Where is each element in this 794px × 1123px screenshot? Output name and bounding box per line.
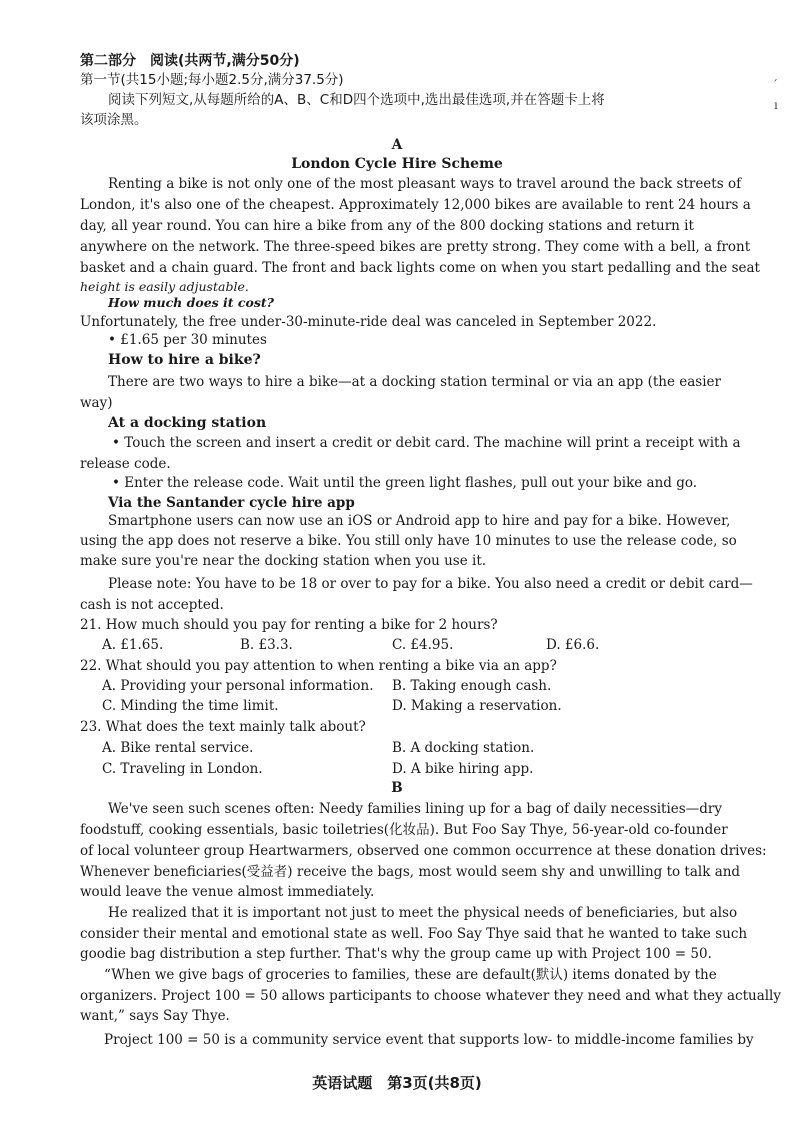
note-line-1: Please note: You have to be 18 or over to pay for a bike. You also need a credit or debit card—: [108, 576, 753, 592]
q21-option-d: D. £6.6.: [546, 637, 600, 653]
q23-option-a: A. Bike rental service.: [102, 740, 254, 756]
dock-line-3: • Enter the release code. Wait until the green light flashes, pull out your bike and go.: [112, 475, 698, 491]
q22-option-c: C. Minding the time limit.: [102, 698, 279, 714]
passage-b-p3-line-3: want,” says Say Thye.: [80, 1008, 230, 1024]
passage-a-p1-line-6: height is easily adjustable.: [80, 279, 249, 294]
q21-option-b: B. £3.3.: [240, 637, 293, 653]
heading-docking: At a docking station: [108, 415, 267, 431]
heading-hire: How to hire a bike?: [108, 352, 261, 368]
app-line-3: make sure you're near the docking station when you use it.: [80, 553, 487, 569]
instruction-line-2: 该项涂黑。: [80, 112, 148, 128]
question-22: 22. What should you pay attention to when renting a bike via an app?: [80, 658, 557, 674]
passage-a-p1-line-2: London, it's also one of the cheapest. Approximately 12,000 bikes are available to rent 24 hours a: [80, 197, 751, 213]
passage-b-p2-line-2: consider their mental and emotional state as well. Foo Say Thye said that he wanted to take such: [80, 926, 748, 942]
dock-line-1: • Touch the screen and insert a credit or debit card. The machine will print a receipt with a: [112, 435, 741, 451]
passage-b-p2-line-1: He realized that it is important not just to meet the physical needs of beneficiaries, but also: [108, 905, 738, 921]
q21-option-a: A. £1.65.: [102, 637, 164, 653]
passage-b-letter: B: [391, 780, 403, 796]
cost-line-1: Unfortunately, the free under-30-minute-ride deal was canceled in September 2022.: [80, 314, 657, 330]
scan-mark-icon: ı: [774, 98, 778, 112]
q22-option-a: A. Providing your personal information.: [102, 678, 374, 694]
app-line-2: using the app does not reserve a bike. You still only have 10 minutes to use the release code, so: [80, 533, 737, 549]
passage-b-p1-line-4: Whenever beneficiaries(受益者) receive the bags, most would seem shy and unwilling to talk and: [80, 864, 741, 880]
q23-option-d: D. A bike hiring app.: [392, 761, 534, 777]
q22-option-b: B. Taking enough cash.: [392, 678, 552, 694]
question-21: 21. How much should you pay for renting a bike for 2 hours?: [80, 617, 498, 633]
passage-b-p4-line-1: Project 100 = 50 is a community service event that supports low- to middle-income families by: [104, 1032, 754, 1048]
dock-line-2: release code.: [80, 456, 171, 472]
heading-app: Via the Santander cycle hire app: [108, 495, 355, 511]
hire-line-2: way): [80, 395, 113, 411]
passage-a-p1-line-4: anywhere on the network. The three-speed bikes are pretty strong. They come with a bell, a front: [80, 239, 751, 255]
q23-option-c: C. Traveling in London.: [102, 761, 263, 777]
hire-line-1: There are two ways to hire a bike—at a docking station terminal or via an app (the easier: [108, 374, 721, 390]
instruction-line-1: 阅读下列短文,从每题所给的A、B、C和D四个选项中,选出最佳选项,并在答题卡上将: [108, 92, 605, 108]
part-heading: 第二部分 阅读(共两节,满分50分): [80, 53, 300, 69]
q21-option-c: C. £4.95.: [392, 637, 454, 653]
note-line-2: cash is not accepted.: [80, 597, 224, 613]
passage-a-title: London Cycle Hire Scheme: [291, 156, 503, 172]
passage-a-letter: A: [391, 137, 403, 153]
passage-b-p1-line-1: We've seen such scenes often: Needy families lining up for a bag of daily necessities—dry: [108, 801, 722, 817]
q22-option-d: D. Making a reservation.: [392, 698, 562, 714]
section-heading: 第一节(共15小题;每小题2.5分,满分37.5分): [80, 72, 344, 88]
passage-b-p3-line-2: organizers. Project 100 = 50 allows participants to choose whatever they need and what they actually: [80, 988, 782, 1004]
heading-cost: How much does it cost?: [108, 295, 275, 310]
question-23: 23. What does the text mainly talk about?: [80, 719, 366, 735]
passage-b-p1-line-2: foodstuff, cooking essentials, basic toiletries(化妆品). But Foo Say Thye, 56-year-old co-founder: [80, 822, 728, 838]
app-line-1: Smartphone users can now use an iOS or Android app to hire and pay for a bike. However,: [108, 513, 731, 529]
q23-option-b: B. A docking station.: [392, 740, 535, 756]
passage-a-p1-line-3: day, all year round. You can hire a bike from any of the 800 docking stations and return it: [80, 218, 694, 234]
cost-line-2: • £1.65 per 30 minutes: [108, 332, 267, 348]
passage-b-p2-line-3: goodie bag distribution a step further. That's why the group came up with Project 100 = 50.: [80, 946, 712, 962]
passage-b-p3-line-1: “When we give bags of groceries to families, these are default(默认) items donated by the: [104, 967, 717, 983]
passage-b-p1-line-3: of local volunteer group Heartwarmers, observed one common occurrence at these donation drives:: [80, 843, 767, 859]
scan-mark-icon: ˊ: [772, 78, 778, 92]
page-footer: 英语试题 第3页(共8页): [312, 1074, 482, 1092]
passage-a-p1-line-5: basket and a chain guard. The front and back lights come on when you start pedalling and the seat: [80, 260, 760, 276]
passage-a-p1-line-1: Renting a bike is not only one of the most pleasant ways to travel around the back streets of: [108, 176, 742, 192]
passage-b-p1-line-5: would leave the venue almost immediately.: [80, 884, 375, 900]
